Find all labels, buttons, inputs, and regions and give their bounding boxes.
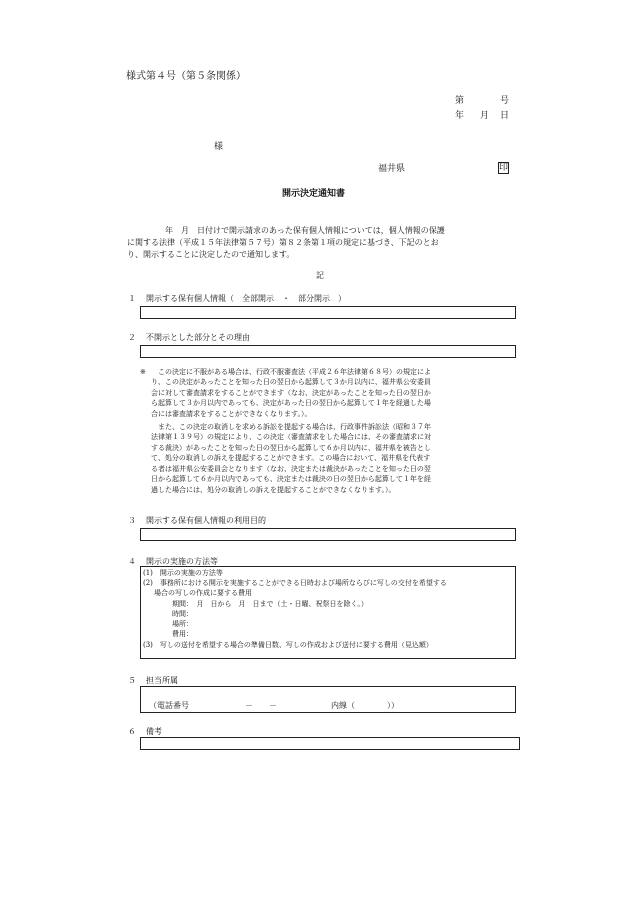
section-1-label: 開示する保有個人情報（ 全部開示 ・ 部分開示 ） (146, 294, 346, 303)
section-4-item: (3) 写しの送付を希望する場合の準備日数、写しの作成および送付に要する費用（見込額） (143, 641, 433, 649)
date-year: 年 (455, 111, 465, 121)
section-1-field[interactable] (140, 306, 516, 319)
note-mark: ※ (140, 368, 146, 376)
intro-line-3: り、開示することに決定したので通知します。 (127, 250, 295, 259)
section-6-field[interactable] (140, 737, 520, 750)
section-5-box[interactable] (140, 686, 516, 713)
note-line: り、この決定があったことを知った日の翌日から起算して３か月以内に、福井県公安委員 (151, 378, 431, 386)
section-4-box[interactable] (140, 566, 516, 659)
section-4-item: (2) 事務所における開示を実施することができる日時および場所ならびに写しの交付を希望する (143, 579, 447, 587)
section-5-label: 担当所属 (146, 676, 178, 685)
ki-mark: 記 (316, 271, 324, 280)
section-4-place: 場所： (172, 620, 193, 628)
section-2-field[interactable] (140, 345, 516, 358)
note-line: する裁決）があったことを知った日の翌日から起算して６か月以内に、福井県を被告とし (151, 444, 431, 452)
addressee-suffix: 様 (214, 142, 224, 152)
section-5-number: ５ (128, 676, 136, 685)
note-line: ら起算して３か月以内であっても、決定があった日の翌日から起算して１年を経過した場 (151, 399, 431, 407)
section-4-cost: 費用： (172, 630, 193, 638)
section-4-number: ４ (128, 557, 136, 566)
doc-number-dai: 第 (455, 96, 465, 106)
note-line: また、この決定の取消しを求める訴訟を提起する場合は、行政事件訴訟法（昭和３７年 (158, 423, 431, 431)
note-line: 法律第１３９号）の規定により、この決定（審査請求をした場合には、その審査請求に対 (151, 433, 431, 441)
issuer-name: 福井県 (378, 164, 406, 174)
section-3-label: 開示する保有個人情報の利用目的 (146, 516, 266, 525)
note-line: 合には審査請求をすることができなくなります。）。 (151, 410, 312, 418)
section-4-item: (1) 開示の実施の方法等 (143, 569, 223, 577)
date-month: 月 (480, 111, 490, 121)
extension-label: 内線（ ）） (331, 701, 399, 710)
note-line: る者は福井県公安委員会となります（なお、決定または裁決があったことを知った日の翌 (151, 465, 431, 473)
section-6-label: 備考 (146, 727, 162, 736)
section-4-period: 期間： 月 日から 月 日まで（土・日曜、祝祭日を除く。） (172, 600, 368, 608)
note-line: 過した場合には、処分の取消しの訴えを提起することができなくなります。）。 (151, 486, 396, 494)
section-4-label: 開示の実施の方法等 (146, 557, 218, 566)
doc-number-go: 号 (500, 96, 510, 106)
note-line: この決定に不服がある場合は、行政不服審査法（平成２６年法律第６８号）の規定によ (158, 368, 431, 376)
note-line: 日から起算して６か月以内であっても、決定または裁決の日の翌日から起算して１年を経 (151, 475, 431, 483)
document-title: 開示決定通知書 (282, 189, 346, 199)
phone-label: （電話番号 (149, 701, 189, 710)
section-2-label: 不開示とした部分とその理由 (146, 333, 250, 342)
section-3-number: ３ (128, 516, 136, 525)
phone-dashes: － － (245, 701, 277, 710)
section-3-field[interactable] (140, 528, 516, 541)
section-6-number: ６ (128, 727, 136, 736)
intro-line-2: に関する法律（平成１５年法律第５７号）第８２条第１項の規定に基づき、下記のとお (127, 238, 439, 247)
section-1-number: １ (128, 294, 136, 303)
form-number: 様式第４号（第５条関係） (126, 71, 246, 82)
date-day: 日 (500, 111, 510, 121)
seal-mark: 印 (499, 163, 509, 173)
section-4-item: 場合の写しの作成に要する費用 (154, 589, 252, 597)
section-4-time: 時間： (172, 610, 193, 618)
section-2-number: ２ (128, 333, 136, 342)
note-line: て、処分の取消しの訴えを提起することができます。この場合において、福井県を代表す (151, 454, 431, 462)
intro-line-1: 年 月 日付けで開示請求のあった保有個人情報については，個人情報の保護 (165, 226, 445, 235)
note-line: 会に対して審査請求をすることができます（なお、決定があったことを知った日の翌日か (151, 389, 431, 397)
